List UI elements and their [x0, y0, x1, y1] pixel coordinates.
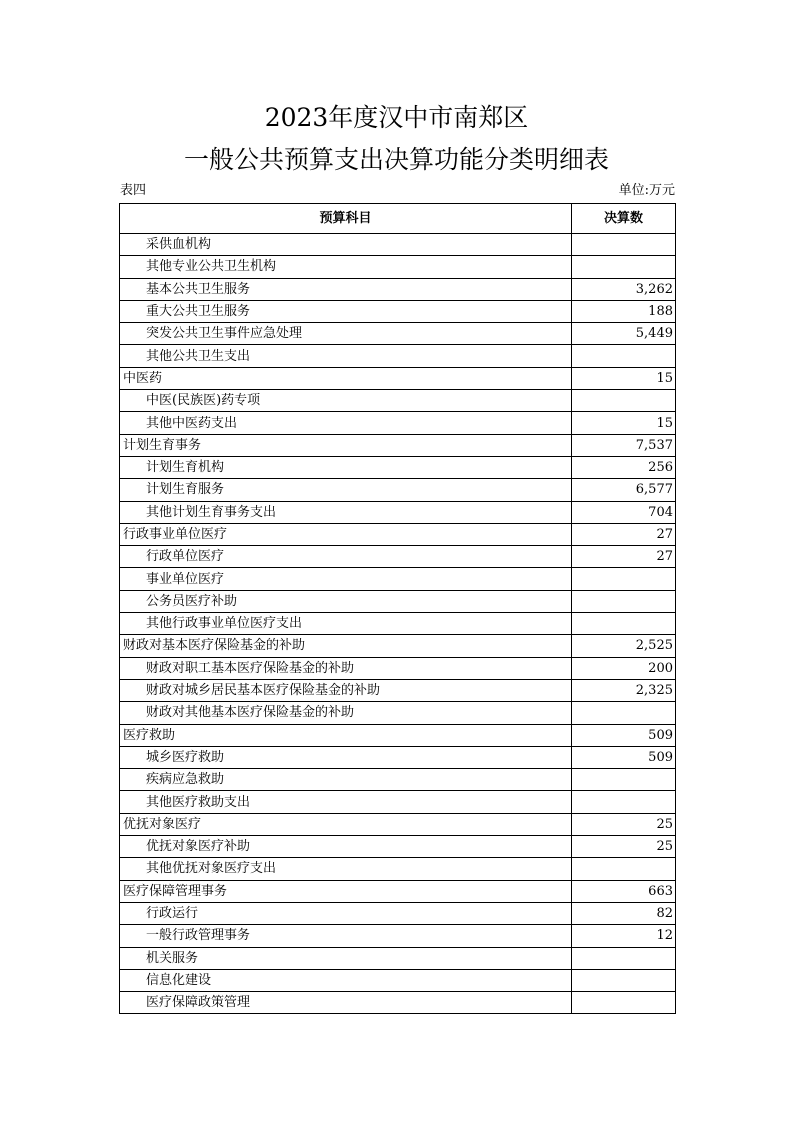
- row-item-name: 其他行政事业单位医疗支出: [120, 613, 572, 635]
- table-row: [120, 992, 676, 1014]
- row-item-name: 优抚对象医疗补助: [120, 836, 572, 858]
- row-amount: [572, 769, 676, 791]
- row-item-name: 其他优抚对象医疗支出: [120, 858, 572, 880]
- table-row: [120, 880, 676, 902]
- row-amount: 188: [572, 300, 676, 322]
- table-row: [120, 568, 676, 590]
- table-row: [120, 724, 676, 746]
- table-row: [120, 746, 676, 768]
- table-row: [120, 902, 676, 924]
- row-item-name: 其他专业公共卫生机构: [120, 256, 572, 278]
- table-row: [120, 791, 676, 813]
- row-item-name: 机关服务: [120, 947, 572, 969]
- row-item-name: 计划生育机构: [120, 456, 572, 478]
- table-row: [120, 590, 676, 612]
- row-amount: 15: [572, 412, 676, 434]
- table-row: [120, 323, 676, 345]
- budget-table: [119, 203, 676, 1014]
- row-amount: [572, 256, 676, 278]
- row-amount: 509: [572, 746, 676, 768]
- table-row: [120, 947, 676, 969]
- table-row: [120, 456, 676, 478]
- row-amount: 663: [572, 880, 676, 902]
- table-row: [120, 969, 676, 991]
- table-row: [120, 523, 676, 545]
- table-row: [120, 546, 676, 568]
- row-item-name: 财政对城乡居民基本医疗保险基金的补助: [120, 679, 572, 701]
- row-item-name: 城乡医疗救助: [120, 746, 572, 768]
- header-budget-item: 预算科目: [120, 204, 572, 234]
- row-amount: 12: [572, 925, 676, 947]
- row-amount: 509: [572, 724, 676, 746]
- row-item-name: 计划生育事务: [120, 434, 572, 456]
- table-row: [120, 256, 676, 278]
- row-item-name: 其他医疗救助支出: [120, 791, 572, 813]
- row-item-name: 采供血机构: [120, 234, 572, 256]
- row-amount: [572, 947, 676, 969]
- row-amount: 82: [572, 902, 676, 924]
- row-amount: [572, 791, 676, 813]
- table-row: [120, 300, 676, 322]
- unit-label: 单位:万元: [618, 183, 675, 198]
- row-item-name: 突发公共卫生事件应急处理: [120, 323, 572, 345]
- table-row: [120, 925, 676, 947]
- row-amount: 200: [572, 657, 676, 679]
- row-amount: 15: [572, 367, 676, 389]
- table-row: [120, 278, 676, 300]
- report-title-line2: 一般公共预算支出决算功能分类明细表: [183, 145, 609, 174]
- table-row: [120, 657, 676, 679]
- table-row: [120, 635, 676, 657]
- row-amount: 6,577: [572, 479, 676, 501]
- row-item-name: 事业单位医疗: [120, 568, 572, 590]
- table-row: [120, 367, 676, 389]
- row-amount: [572, 590, 676, 612]
- row-amount: 7,537: [572, 434, 676, 456]
- row-amount: 27: [572, 546, 676, 568]
- table-row: [120, 412, 676, 434]
- row-item-name: 重大公共卫生服务: [120, 300, 572, 322]
- row-item-name: 其他公共卫生支出: [120, 345, 572, 367]
- row-item-name: 公务员医疗补助: [120, 590, 572, 612]
- row-item-name: 财政对基本医疗保险基金的补助: [120, 635, 572, 657]
- row-item-name: 行政事业单位医疗: [120, 523, 572, 545]
- row-amount: 2,525: [572, 635, 676, 657]
- row-amount: 704: [572, 501, 676, 523]
- row-item-name: 医疗救助: [120, 724, 572, 746]
- row-item-name: 优抚对象医疗: [120, 813, 572, 835]
- row-item-name: 其他计划生育事务支出: [120, 501, 572, 523]
- row-item-name: 行政运行: [120, 902, 572, 924]
- row-amount: [572, 390, 676, 412]
- row-amount: 27: [572, 523, 676, 545]
- row-item-name: 其他中医药支出: [120, 412, 572, 434]
- table-row: [120, 813, 676, 835]
- row-item-name: 一般行政管理事务: [120, 925, 572, 947]
- table-row: [120, 390, 676, 412]
- table-number: 表四: [120, 183, 147, 198]
- table-row: [120, 434, 676, 456]
- table-row: [120, 345, 676, 367]
- row-amount: [572, 345, 676, 367]
- table-row: [120, 858, 676, 880]
- table-row: [120, 613, 676, 635]
- header-final-amount: 决算数: [572, 204, 676, 234]
- row-amount: 25: [572, 836, 676, 858]
- table-row: [120, 679, 676, 701]
- row-item-name: 信息化建设: [120, 969, 572, 991]
- row-amount: 25: [572, 813, 676, 835]
- row-amount: [572, 858, 676, 880]
- table-row: [120, 501, 676, 523]
- row-amount: [572, 613, 676, 635]
- row-item-name: 行政单位医疗: [120, 546, 572, 568]
- table-row: [120, 479, 676, 501]
- row-amount: [572, 969, 676, 991]
- row-amount: 2,325: [572, 679, 676, 701]
- table-row: [120, 234, 676, 256]
- report-title-line1: 2023年度汉中市南郑区: [264, 103, 529, 132]
- row-item-name: 基本公共卫生服务: [120, 278, 572, 300]
- table-row: [120, 702, 676, 724]
- row-amount: [572, 992, 676, 1014]
- row-amount: 256: [572, 456, 676, 478]
- row-amount: 3,262: [572, 278, 676, 300]
- row-item-name: 财政对其他基本医疗保险基金的补助: [120, 702, 572, 724]
- row-item-name: 计划生育服务: [120, 479, 572, 501]
- row-item-name: 中医(民族医)药专项: [120, 390, 572, 412]
- row-amount: [572, 568, 676, 590]
- row-item-name: 医疗保障政策管理: [120, 992, 572, 1014]
- row-item-name: 疾病应急救助: [120, 769, 572, 791]
- row-amount: [572, 234, 676, 256]
- table-row: [120, 769, 676, 791]
- row-amount: 5,449: [572, 323, 676, 345]
- table-row: [120, 836, 676, 858]
- table-header-row: [120, 204, 676, 234]
- row-item-name: 财政对职工基本医疗保险基金的补助: [120, 657, 572, 679]
- row-amount: [572, 702, 676, 724]
- row-item-name: 中医药: [120, 367, 572, 389]
- row-item-name: 医疗保障管理事务: [120, 880, 572, 902]
